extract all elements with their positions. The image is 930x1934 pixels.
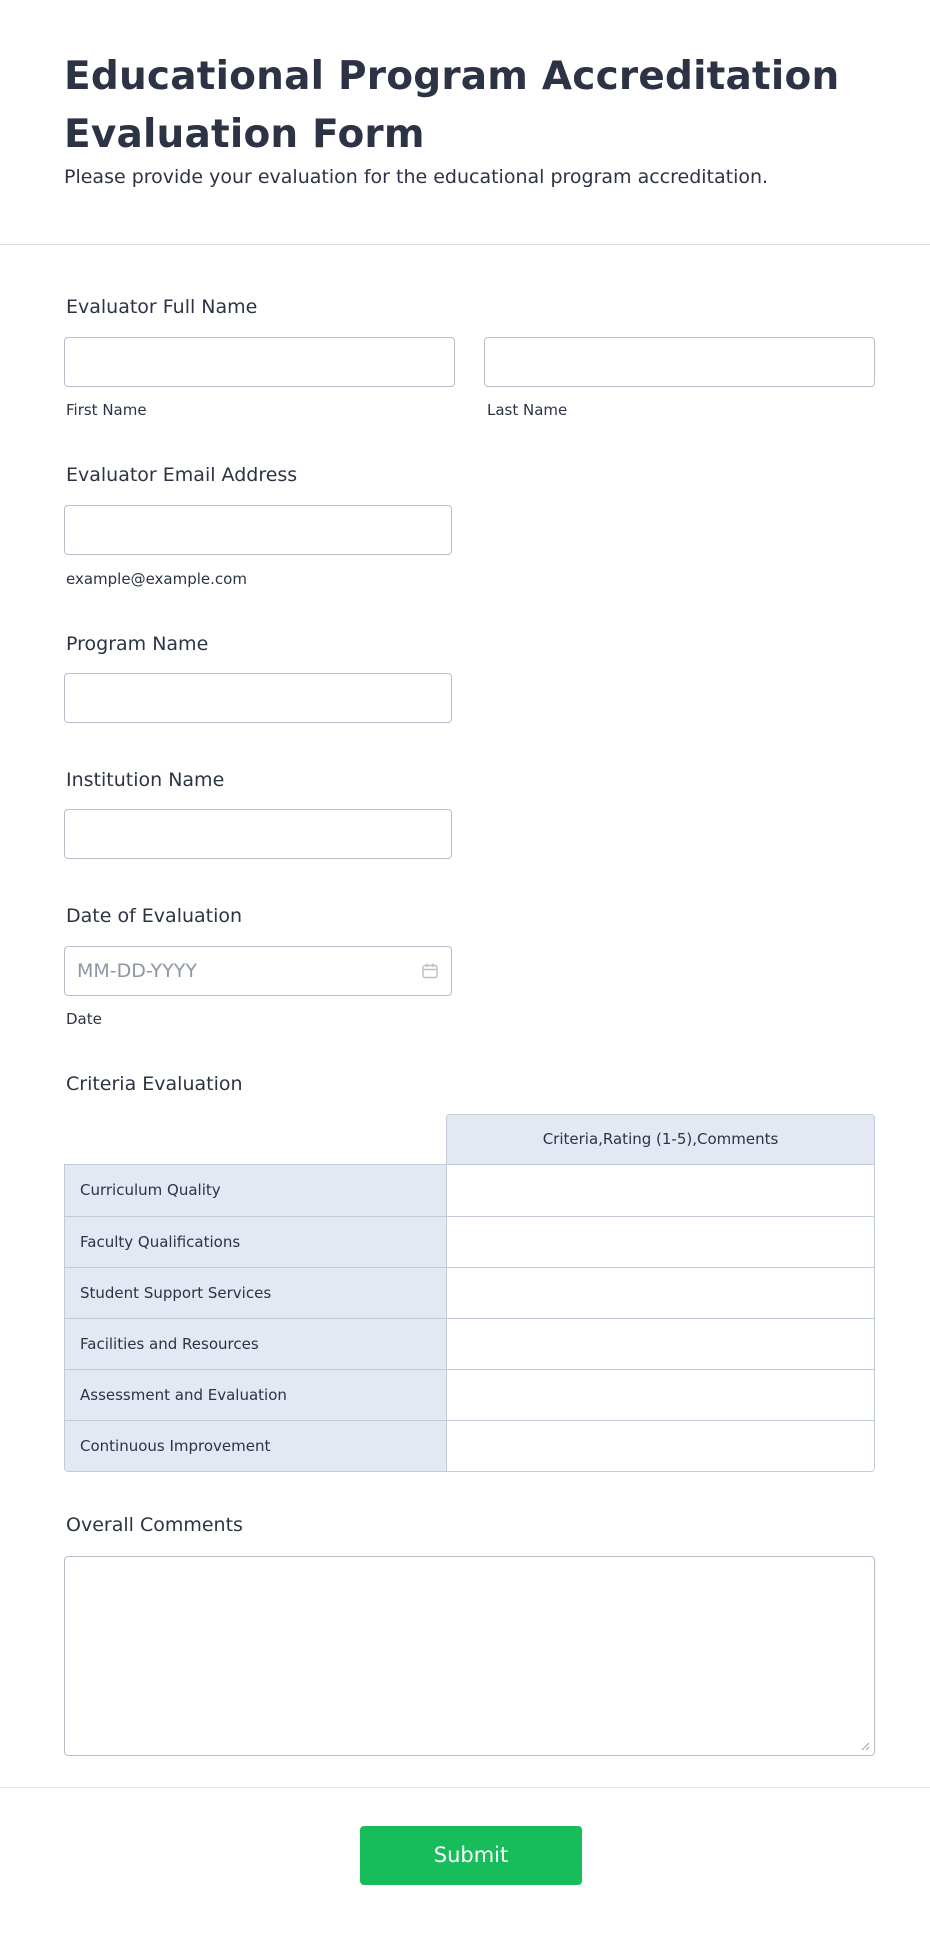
institution-name-label: Institution Name (66, 769, 225, 791)
matrix-row-assessment-and-evaluation (65, 1369, 874, 1420)
date-placeholder: MM-DD-YYYY (77, 960, 197, 982)
matrix-cell-input[interactable] (447, 1268, 874, 1318)
first-name-input[interactable] (64, 337, 455, 387)
overall-comments-textarea[interactable] (64, 1556, 875, 1756)
submit-button[interactable]: Submit (360, 1826, 582, 1885)
last-name-input[interactable] (484, 337, 875, 387)
criteria-label: Criteria Evaluation (66, 1073, 243, 1095)
footer-divider (0, 1787, 930, 1788)
last-name-sublabel: Last Name (487, 401, 568, 419)
matrix-row-faculty-qualifications (65, 1216, 874, 1267)
calendar-icon[interactable] (421, 962, 439, 980)
page-title: Educational Program Accreditation Evaluation Form (64, 54, 840, 157)
matrix-cell-input[interactable] (447, 1165, 874, 1216)
matrix-row-label: Facilities and Resources (65, 1319, 447, 1369)
email-input[interactable] (64, 505, 452, 555)
first-name-sublabel: First Name (66, 401, 147, 419)
page-subtitle: Please provide your evaluation for the educational program accreditation. (64, 166, 769, 188)
email-sublabel: example@example.com (66, 570, 247, 588)
matrix-row-label: Student Support Services (65, 1268, 447, 1318)
matrix-row-facilities-and-resources (65, 1318, 874, 1369)
date-label: Date of Evaluation (66, 905, 243, 927)
overall-comments-label: Overall Comments (66, 1514, 243, 1536)
matrix-cell-input[interactable] (447, 1370, 874, 1420)
matrix-cell-input[interactable] (447, 1217, 874, 1267)
matrix-column-header: Criteria,Rating (1-5),Comments (446, 1114, 875, 1165)
matrix-cell-input[interactable] (447, 1421, 874, 1471)
matrix-body (64, 1164, 875, 1472)
matrix-row-continuous-improvement (65, 1420, 874, 1471)
institution-name-input[interactable] (64, 809, 452, 859)
date-input[interactable] (64, 946, 452, 996)
date-sublabel: Date (66, 1010, 102, 1028)
matrix-row-label: Assessment and Evaluation (65, 1370, 447, 1420)
form-header (0, 0, 930, 245)
matrix-row-label: Faculty Qualifications (65, 1217, 447, 1267)
resize-grip-icon[interactable] (860, 1741, 870, 1751)
matrix-row-label: Curriculum Quality (65, 1165, 447, 1216)
program-name-label: Program Name (66, 633, 209, 655)
program-name-input[interactable] (64, 673, 452, 723)
matrix-row-label: Continuous Improvement (65, 1421, 447, 1471)
matrix-row-student-support-services (65, 1267, 874, 1318)
matrix-row-curriculum-quality (65, 1165, 874, 1216)
matrix-cell-input[interactable] (447, 1319, 874, 1369)
email-label: Evaluator Email Address (66, 464, 298, 486)
full-name-label: Evaluator Full Name (66, 296, 258, 318)
